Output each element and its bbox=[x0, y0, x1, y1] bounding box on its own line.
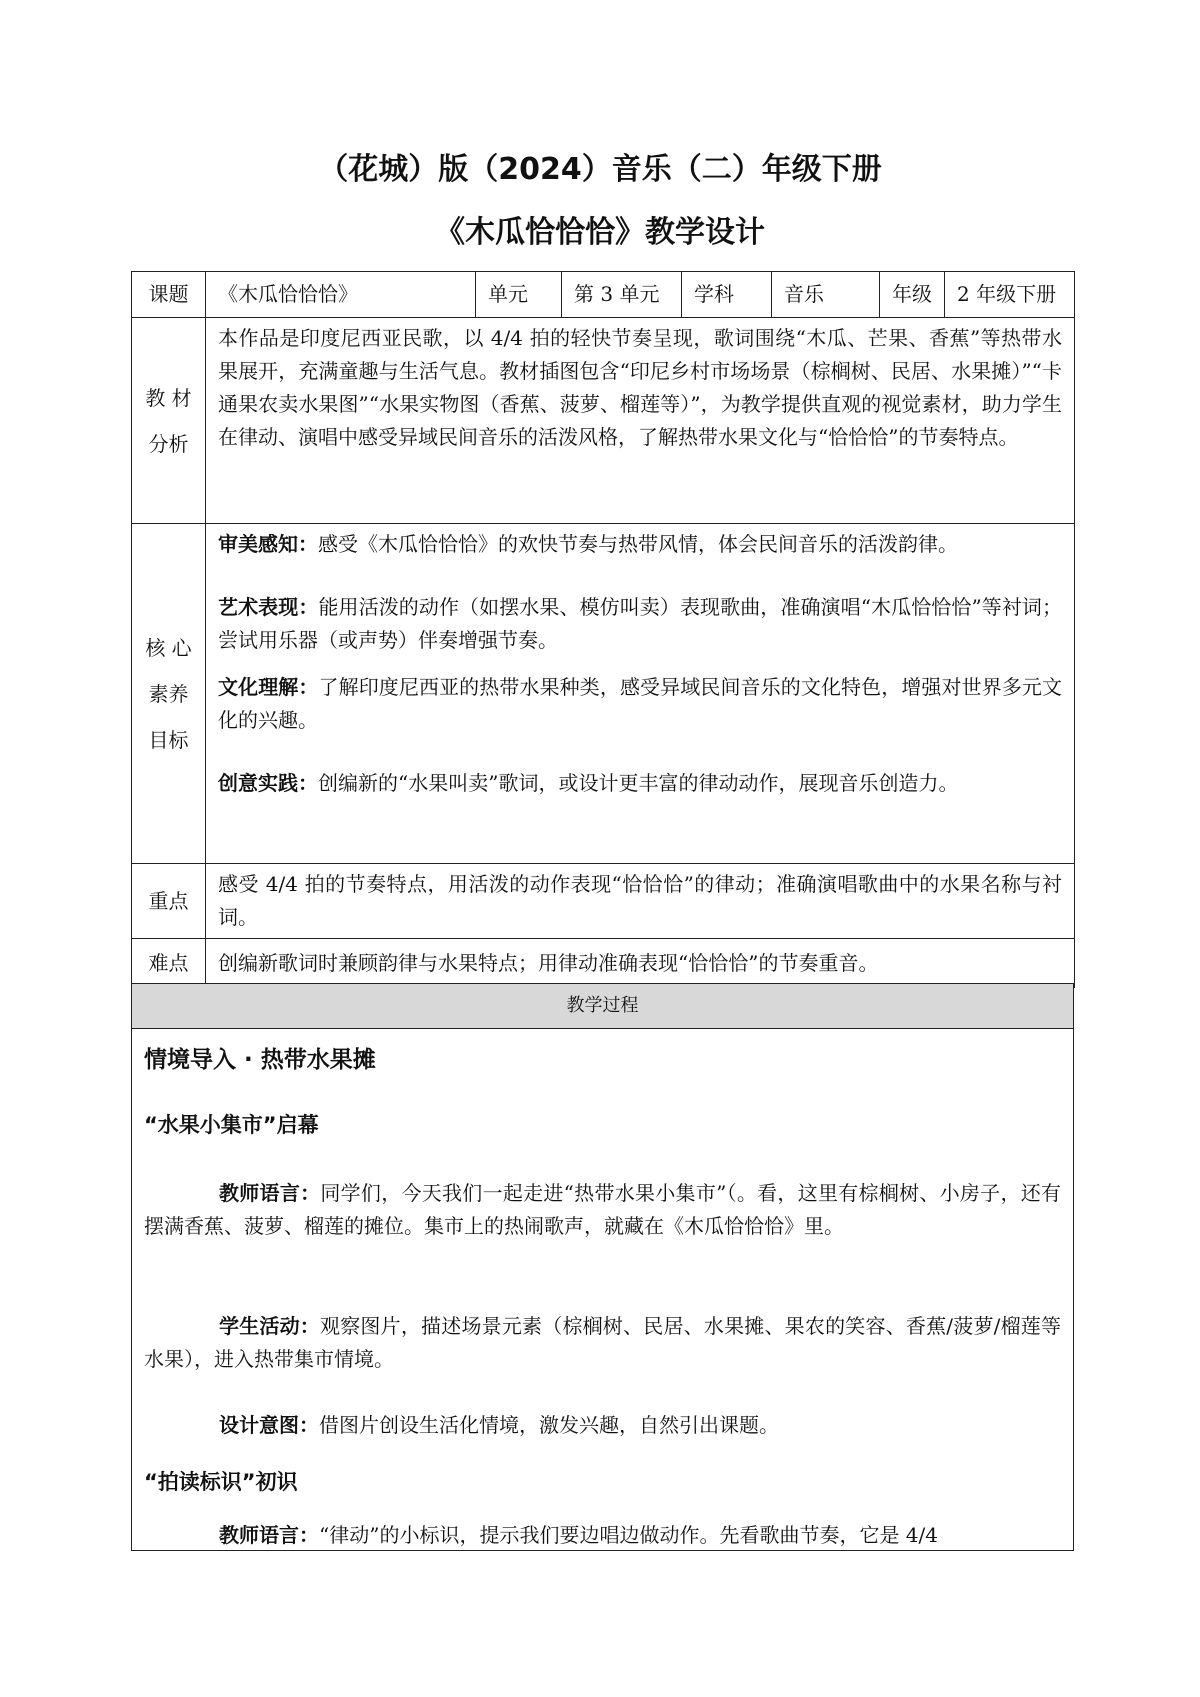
student-activity-paragraph bbox=[144, 1310, 1061, 1376]
material-analysis-label-line2: 分析 bbox=[148, 431, 189, 456]
goal-creative-head: 创意实践： bbox=[218, 771, 318, 795]
info-row bbox=[132, 272, 1075, 318]
teacher-language-head: 教师语言： bbox=[219, 1181, 321, 1205]
goal-creative bbox=[218, 767, 1062, 800]
difficult-point-text: 创编新歌词时兼顾韵律与水果特点；用律动准确表现“恰恰恰”的节奏重音。 bbox=[206, 939, 1075, 988]
teaching-process-header: 教学过程 bbox=[131, 983, 1074, 1029]
key-point-text: 感受 4/4 拍的节奏特点，用活泼的动作表现“恰恰恰”的律动；准确演唱歌曲中的水果名称与衬词。 bbox=[206, 864, 1075, 939]
difficult-point-row bbox=[132, 939, 1075, 988]
core-goals-label-line2: 素养 bbox=[148, 681, 189, 706]
core-goals-content bbox=[206, 524, 1075, 864]
subsection-title-beat: “拍读标识”初识 bbox=[144, 1470, 298, 1494]
subject-value: 音乐 bbox=[772, 272, 880, 318]
design-intent-head: 设计意图： bbox=[219, 1413, 319, 1437]
unit-value: 第 3 单元 bbox=[562, 272, 682, 318]
grade-value: 2 年级下册 bbox=[945, 272, 1075, 318]
goal-culture-text: 了解印度尼西亚的热带水果种类，感受异域民间音乐的文化特色，增强对世界多元文化的兴趣。 bbox=[218, 675, 1063, 732]
teacher-language-paragraph-2 bbox=[144, 1519, 1061, 1551]
design-intent-paragraph bbox=[144, 1409, 1061, 1442]
goal-aesthetic-head: 审美感知： bbox=[218, 532, 318, 556]
goal-expression-text: 能用活泼的动作（如摆水果、模仿叫卖）表现歌曲，准确演唱“木瓜恰恰恰”等衬词；尝试用乐器（或声势）伴奏增强节奏。 bbox=[218, 595, 1063, 652]
design-intent-text: 借图片创设生活化情境，激发兴趣，自然引出课题。 bbox=[319, 1413, 779, 1437]
teacher-language-head-2: 教师语言： bbox=[219, 1523, 319, 1547]
core-goals-label-line1: 核 心 bbox=[145, 635, 192, 660]
subject-label: 学科 bbox=[682, 272, 772, 318]
key-point-label: 重点 bbox=[132, 864, 206, 939]
topic-value: 《木瓜恰恰恰》 bbox=[206, 272, 476, 318]
goal-creative-text: 创编新的“水果叫卖”歌词，或设计更丰富的律动动作，展现音乐创造力。 bbox=[318, 771, 959, 795]
document-subtitle: 《木瓜恰恰恰》教学设计 bbox=[435, 215, 765, 250]
material-analysis-label bbox=[132, 318, 206, 524]
material-analysis-text: 本作品是印度尼西亚民歌，以 4/4 拍的轻快节奏呈现，歌词围绕“木瓜、芒果、香蕉”等热带水果展开，充满童趣与生活气息。教材插图包含“印尼乡村市场场景（棕榈树、民居、水果摊）”“卡通果农卖水果图”“水果实物图（香蕉、菠萝、榴莲等）”，为教学提供直观的视觉素材，助力学生在律动、演唱中感受异域民间音乐的活泼风格，了解热带水果文化与“恰恰恰”的节奏特点。 bbox=[206, 318, 1075, 524]
core-goals-label bbox=[132, 524, 206, 864]
student-activity-head: 学生活动： bbox=[219, 1314, 321, 1338]
topic-label: 课题 bbox=[132, 272, 206, 318]
goal-aesthetic-text: 感受《木瓜恰恰恰》的欢快节奏与热带风情，体会民间音乐的活泼韵律。 bbox=[318, 532, 958, 556]
lesson-info-table bbox=[131, 271, 1075, 988]
grade-label: 年级 bbox=[880, 272, 945, 318]
goal-expression bbox=[218, 591, 1062, 657]
material-analysis-label-line1: 教 材 bbox=[145, 385, 192, 410]
section-title: 情境导入 · 热带水果摊 bbox=[144, 1047, 376, 1073]
teaching-process-body bbox=[131, 1029, 1074, 1551]
teacher-language-text-2: “律动”的小标识，提示我们要边唱边做动作。先看歌曲节奏，它是 4/4 bbox=[319, 1523, 938, 1547]
teacher-language-paragraph bbox=[144, 1177, 1061, 1243]
subsection-title-market: “水果小集市”启幕 bbox=[144, 1113, 319, 1137]
core-goals-label-line3: 目标 bbox=[148, 727, 189, 752]
goal-culture-head: 文化理解： bbox=[218, 675, 319, 699]
key-point-row bbox=[132, 864, 1075, 939]
difficult-point-label: 难点 bbox=[132, 939, 206, 988]
unit-label: 单元 bbox=[476, 272, 562, 318]
goal-aesthetic bbox=[218, 528, 1062, 561]
student-activity-text: 观察图片，描述场景元素（棕榈树、民居、水果摊、果农的笑容、香蕉/菠萝/榴莲等水果），进入热带集市情境。 bbox=[144, 1314, 1061, 1371]
goal-expression-head: 艺术表现： bbox=[218, 595, 319, 619]
core-goals-row bbox=[132, 524, 1075, 864]
teacher-language-text: 同学们，今天我们一起走进“热带水果小集市”（。看，这里有棕榈树、小房子，还有摆满香蕉、菠萝、榴莲的摊位。集市上的热闹歌声，就藏在《木瓜恰恰恰》里。 bbox=[144, 1181, 1061, 1238]
goal-culture bbox=[218, 671, 1062, 737]
document-title: （花城）版（2024）音乐（二）年级下册 bbox=[318, 152, 882, 187]
material-analysis-row bbox=[132, 318, 1075, 524]
